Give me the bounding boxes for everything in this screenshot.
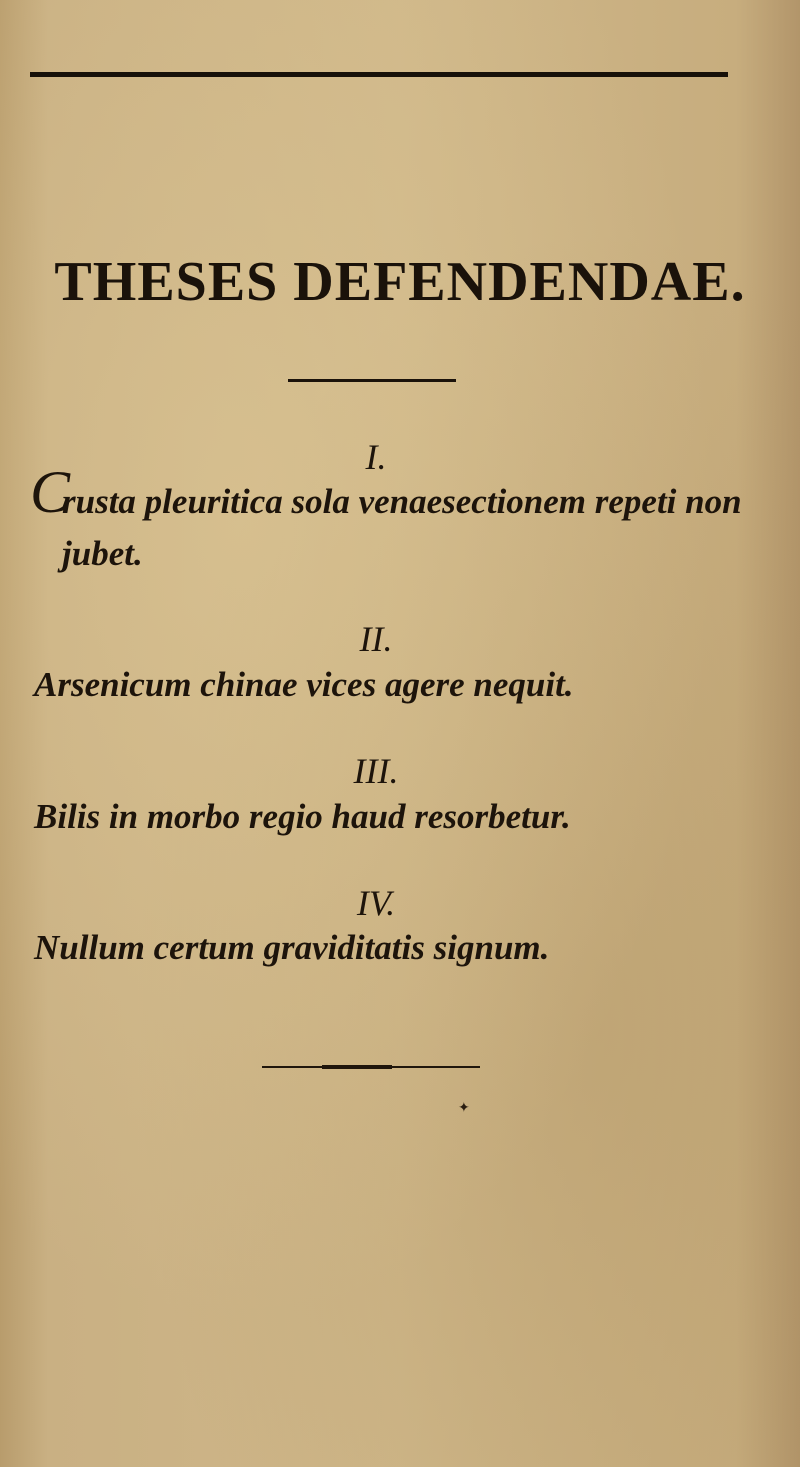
thesis-1-line-2: jubet. — [62, 534, 143, 573]
thesis-number-2: II. — [359, 619, 393, 659]
thesis-4-text: Nullum certum graviditatis signum. — [34, 928, 550, 967]
thesis-1-line-1: rusta pleuritica sola venaesectionem repeti non — [62, 482, 742, 521]
top-rule — [30, 72, 728, 77]
thesis-number-3: III. — [353, 751, 399, 791]
thesis-number-4: IV. — [356, 883, 396, 923]
thesis-1-drop-cap: C — [30, 459, 71, 525]
thesis-2-text: Arsenicum chinae vices agere nequit. — [34, 665, 574, 704]
ornament-mark: ✦ — [458, 1100, 470, 1116]
bottom-rule — [262, 1066, 480, 1068]
title-divider — [288, 379, 456, 382]
page-title: THESES DEFENDENDAE. — [54, 251, 746, 313]
thesis-number-1: I. — [365, 437, 387, 477]
thesis-3-text: Bilis in morbo regio haud resorbetur. — [34, 797, 571, 836]
